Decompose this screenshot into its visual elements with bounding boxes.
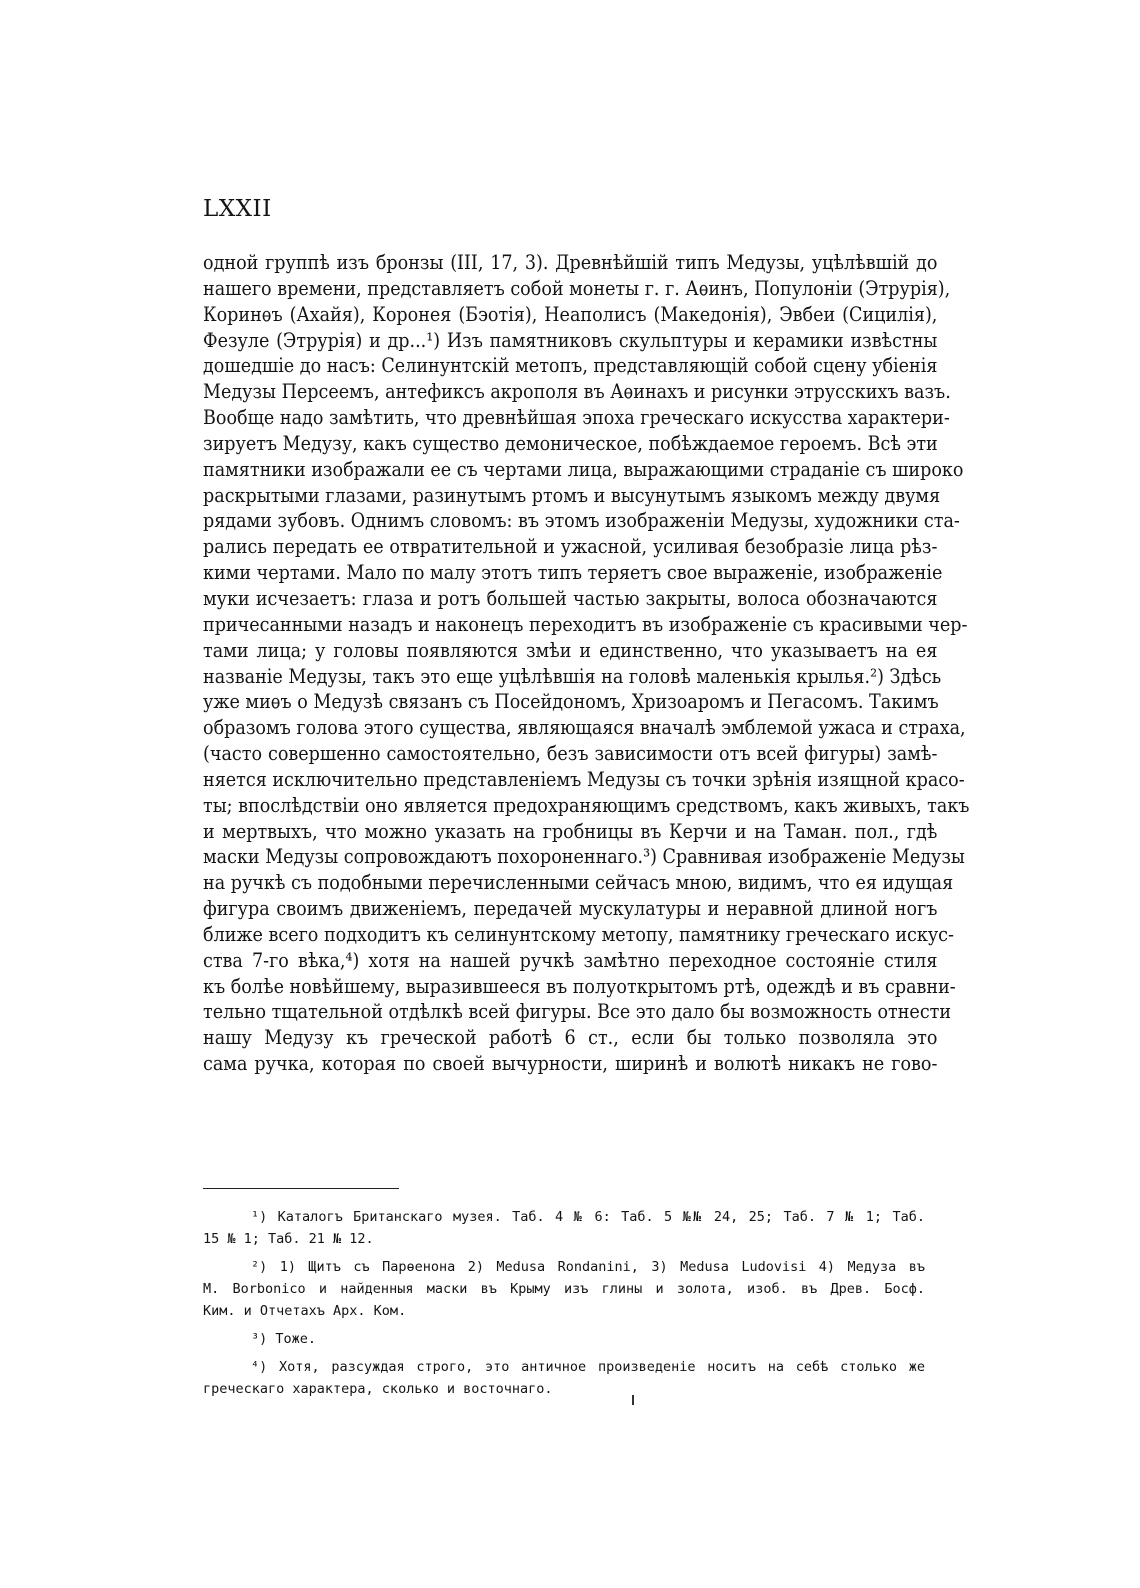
footnote-line: ²) 1) Щитъ съ Парѳенона 2) Medusa Rondanini, 3) Medusa Ludovisi 4) Медуза въ [251, 1259, 925, 1275]
body-line: на ручкѣ съ подобными перечисленными сейчасъ мною, видимъ, что ея идущая [203, 871, 954, 895]
body-line: фигура своимъ движеніемъ, передачей мускулатуры и неравной длиной ногъ [203, 897, 938, 921]
body-line: раскрытыми глазами, разинутымъ ртомъ и высунутымъ языкомъ между двумя [203, 483, 941, 507]
footnote-line: M. Borbonico и найденныя маски въ Крыму изъ глины и золота, изоб. въ Древ. Босф. [203, 1281, 925, 1297]
body-line: рались передать ее отвратительной и ужасной, усиливая безобразіе лица рѣз- [203, 535, 938, 559]
body-line: (часто совершенно самостоятельно, безъ зависимости отъ всей фигуры) замѣ- [203, 742, 938, 766]
body-line: уже миѳъ о Медузѣ связанъ съ Посейдономъ, Хризоаромъ и Пегасомъ. Такимъ [203, 690, 939, 714]
body-line: образомъ голова этого существа, являющаяся вначалѣ эмблемой ужаса и страха, [203, 716, 966, 740]
body-line: одной группѣ изъ бронзы (III, 17, 3). Древнѣйшій типъ Медузы, уцѣлѣвшій до [203, 251, 938, 274]
body-line: Вообще надо замѣтить, что древнѣйшая эпоха греческаго искусства характери- [203, 406, 950, 430]
body-line: дошедшіе до насъ: Селинунтскій метопъ, представляющій собой сцену убіенія [203, 354, 938, 378]
body-line: Фезуле (Этрурія) и др...¹) Изъ памятниковъ скульптуры и керамики извѣстны [203, 328, 938, 352]
body-line: Коринѳъ (Ахайя), Коронея (Бэотія), Неаполисъ (Македонія), Эвбеи (Сицилія), [203, 302, 938, 326]
body-line: ты; впослѣдствіи оно является предохраняющимъ средствомъ, какъ живыхъ, такъ [203, 793, 970, 817]
body-line: къ болѣе новѣйшему, выразившееся въ полуоткрытомъ ртѣ, одеждѣ и въ сравни- [203, 974, 956, 998]
body-text [203, 250, 970, 1077]
footnote-4 [203, 1356, 925, 1400]
body-line: тами лица; у головы появляются змѣи и единственно, что указываетъ на ея [203, 638, 938, 662]
body-line: нашу Медузу къ греческой работѣ 6 ст., если бы только позволяла это [203, 1026, 938, 1050]
footnote-1 [203, 1206, 925, 1250]
footnote-line: Ким. и Отчетахъ Арх. Ком. [203, 1303, 407, 1319]
body-line: нашего времени, представляетъ собой монеты г. г. Аѳинъ, Популоніи (Этрурія), [203, 276, 951, 300]
footnote-3 [203, 1328, 925, 1350]
body-line: маски Медузы сопровождаютъ похороненнаго.³) Сравнивая изображеніе Медузы [203, 845, 965, 869]
body-line: зируетъ Медузу, какъ существо демоническое, побѣждаемое героемъ. Всѣ эти [203, 431, 938, 455]
body-line: ства 7-го вѣка,⁴) хотя на нашей ручкѣ замѣтно переходное состояніе стиля [203, 948, 938, 972]
body-line: кими чертами. Мало по малу этотъ типъ теряетъ свое выраженіе, изображеніе [203, 561, 943, 585]
footnote-divider [203, 1188, 399, 1189]
footnote-line: ⁴) Хотя, разсуждая строго, это античное произведеніе носитъ на себѣ столько же [251, 1359, 925, 1375]
footnote-line: греческаго характера, сколько и восточнаго. [203, 1381, 553, 1397]
body-line: муки исчезаетъ: глаза и ротъ большей частью закрыты, волоса обозначаются [203, 586, 938, 610]
footnote-line: ³) Тоже. [251, 1331, 317, 1347]
body-line: ближе всего подходитъ къ селинунтскому метопу, памятнику греческаго искус- [203, 922, 954, 946]
body-line: рядами зубовъ. Однимъ словомъ: въ этомъ изображеніи Медузы, художники ста- [203, 509, 960, 533]
body-line: Медузы Персеемъ, антефиксъ акрополя въ Аѳинахъ и рисунки этрусскихъ вазъ. [203, 380, 951, 404]
footnote-line: ¹) Каталогъ Британскаго музея. Таб. 4 № 6: Таб. 5 №№ 24, 25; Таб. 7 № 1; Таб. [251, 1209, 925, 1225]
body-line: тельно тщательной отдѣлкѣ всей фигуры. Все это дало бы возможность отнести [203, 1000, 952, 1024]
body-line: памятники изображали ее съ чертами лица, выражающими страданіе съ широко [203, 457, 964, 481]
body-line: названіе Медузы, такъ это еще уцѣлѣвшія на головѣ маленькія крылья.²) Здѣсь [203, 664, 942, 688]
footnote-line: 15 № 1; Таб. 21 № 12. [203, 1231, 374, 1247]
body-line: сама ручка, которая по своей вычурности, ширинѣ и волютѣ никакъ не гово- [203, 1052, 938, 1076]
body-line: няется исключительно представленіемъ Медузы съ точки зрѣнія изящной красо- [203, 767, 965, 791]
print-mark [632, 1395, 634, 1405]
body-line: причесанными назадъ и наконецъ переходитъ въ изображеніе съ красивыми чер- [203, 612, 968, 636]
footnotes [203, 1206, 925, 1406]
footnote-2 [203, 1256, 925, 1322]
page-number: LXXII [203, 196, 272, 222]
body-line: и мертвыхъ, что можно указать на гробницы въ Керчи и на Таман. пол., гдѣ [203, 819, 938, 843]
